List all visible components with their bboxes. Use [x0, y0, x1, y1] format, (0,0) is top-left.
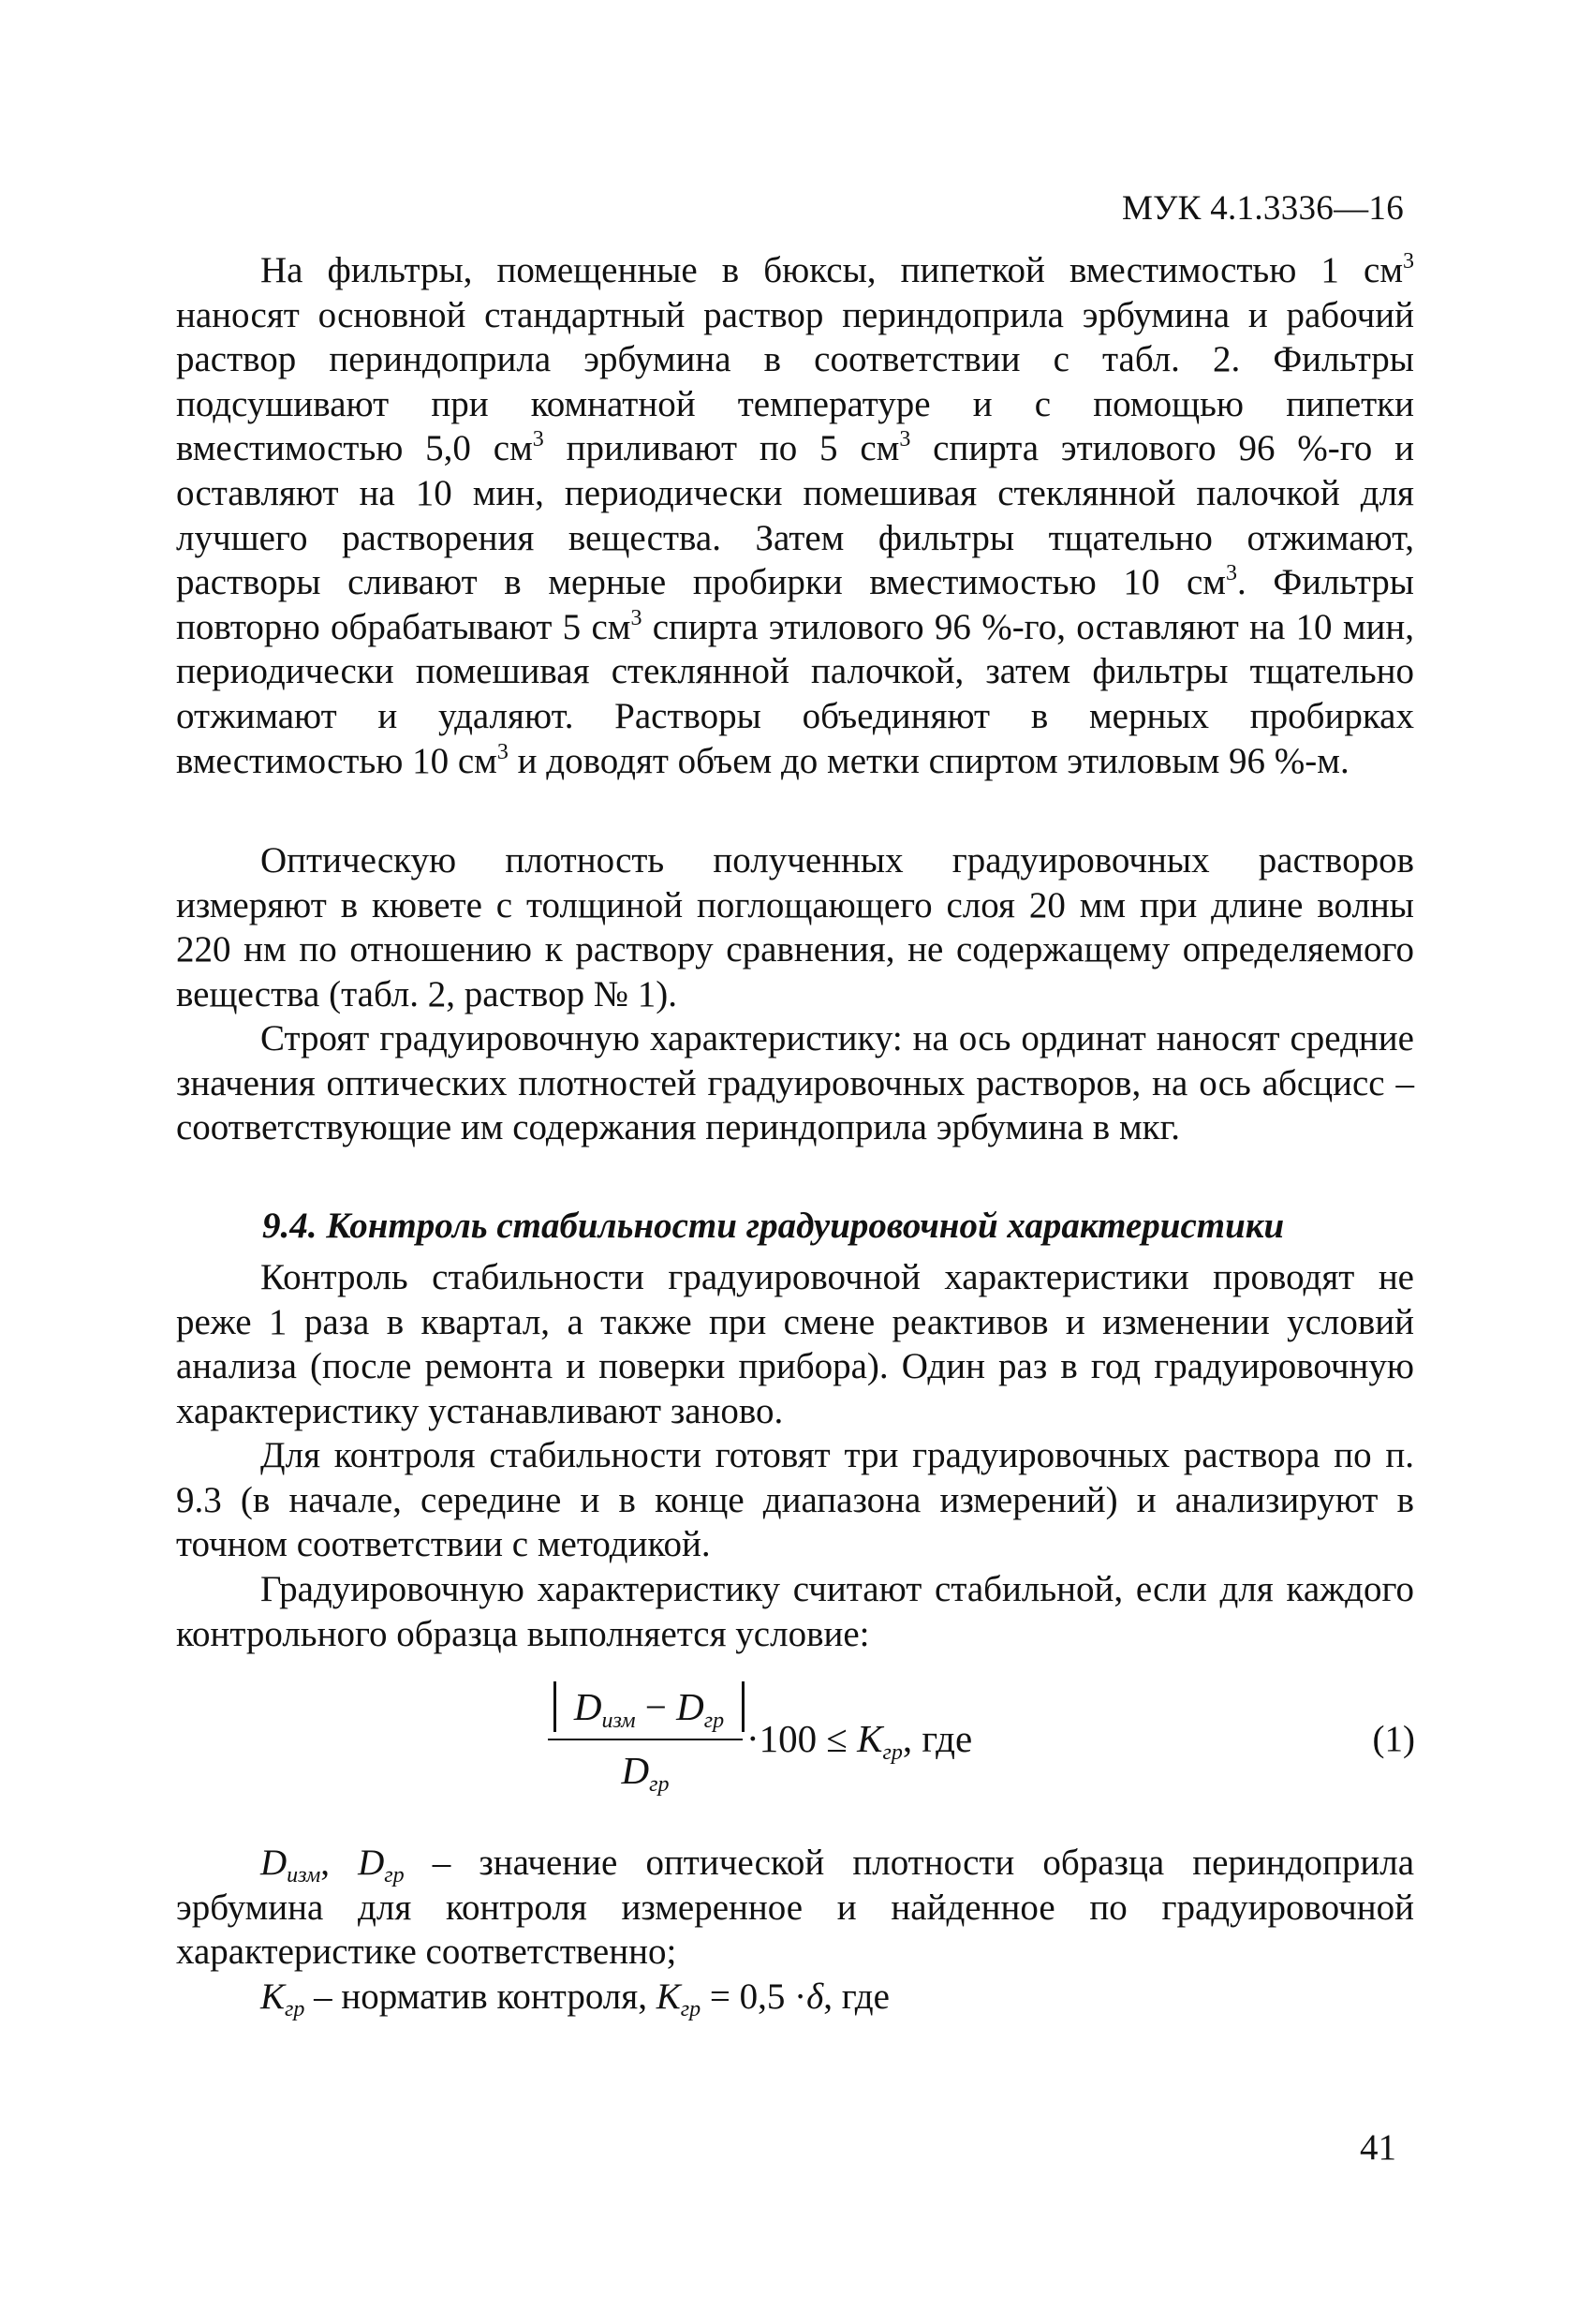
- formula-numerator: $D_{изм} - D_{гр}$: [553, 1681, 745, 1732]
- formula-number: (1): [1372, 1719, 1415, 1759]
- formula-fraction: [548, 1681, 743, 1797]
- paragraph-optical-density: Оптическую плотность полученных градуировочных растворов измеряют в кювете с толщиной поглощающего слоя 20 мм при длине волны 220 нм по отношению к раствору сравнения, не содержащему определяемого вещества (табл. 2, раствор № 1).: [176, 840, 1414, 1014]
- definition-k-standard: $K_{гр}$ – норматив контроля, $K_{гр} = 0,5 \cdot\delta$, где: [260, 1976, 890, 2021]
- stability-formula: [548, 1681, 1016, 1797]
- page-number: 41: [1360, 2127, 1396, 2168]
- definition-d-values: $D_{изм}$, $D_{гр}$ – значение оптической плотности образца периндоприла эрбумина для контроля измеренное и найденное по градуировочной характеристике соответственно;: [176, 1843, 1414, 1973]
- formula-right-side: $\cdot 100 \le K_{гр}$, где: [746, 1717, 973, 1765]
- paragraph-control-solutions: Для контроля стабильности готовят три градуировочных раствора по п. 9.3 (в начале, середине и в конце диапазона измерений) и анализируют в точном соответствии с методикой.: [176, 1435, 1414, 1565]
- paragraph-stability-control: Контроль стабильности градуировочной характеристики проводят не реже 1 раза в квартал, а также при смене реактивов и изменении условий анализа (после ремонта и поверки прибора). Один раз в год градуировочную характеристику устанавливают заново.: [176, 1257, 1414, 1431]
- formula-fraction-line: [548, 1739, 743, 1740]
- paragraph-calibration-curve: Строят градуировочную характеристику: на ось ординат наносят средние значения оптических плотностей градуировочных растворов, на ось абсцисс – соответствующие им содержания периндоприла эрбумина в мкг.: [176, 1018, 1414, 1148]
- document-code-header: МУК 4.1.3336—16: [1121, 189, 1404, 228]
- paragraph-stability-condition: Градуировочную характеристику считают стабильной, если для каждого контрольного образца выполняется условие:: [176, 1569, 1414, 1654]
- paragraph-filters-procedure: На фильтры, помещенные в бюксы, пипеткой вместимостью 1 $см^3$ наносят основной стандартный раствор периндоприла эрбумина и рабочий раствор периндоприла эрбумина в соответствии с табл. 2. Фильтры подсушивают при комнатной температуре и с помощью пипетки вместимостью 5,0 $см^3$ приливают по 5 $см^3$ спирта этилового 96 %-го и оставляют на 10 мин, периодически помешивая стеклянной палочкой для лучшего растворения вещества. Затем фильтры тщательно отжимают, растворы сливают в мерные пробирки вместимостью 10 $см^3$. Фильтры повторно обрабатывают 5 $см^3$ спирта этилового 96 %-го, оставляют на 10 мин, периодически помешивая стеклянной палочкой, затем фильтры тщательно отжимают и удаляют. Растворы объединяют в мерных пробирках вместимостью 10 $см^3$ и доводят объем до метки спиртом этиловым 96 %-м.: [176, 249, 1414, 781]
- section-heading-9-4: 9.4. Контроль стабильности градуировочной характеристики: [262, 1206, 1285, 1246]
- formula-denominator: $D_{гр}$: [621, 1749, 670, 1797]
